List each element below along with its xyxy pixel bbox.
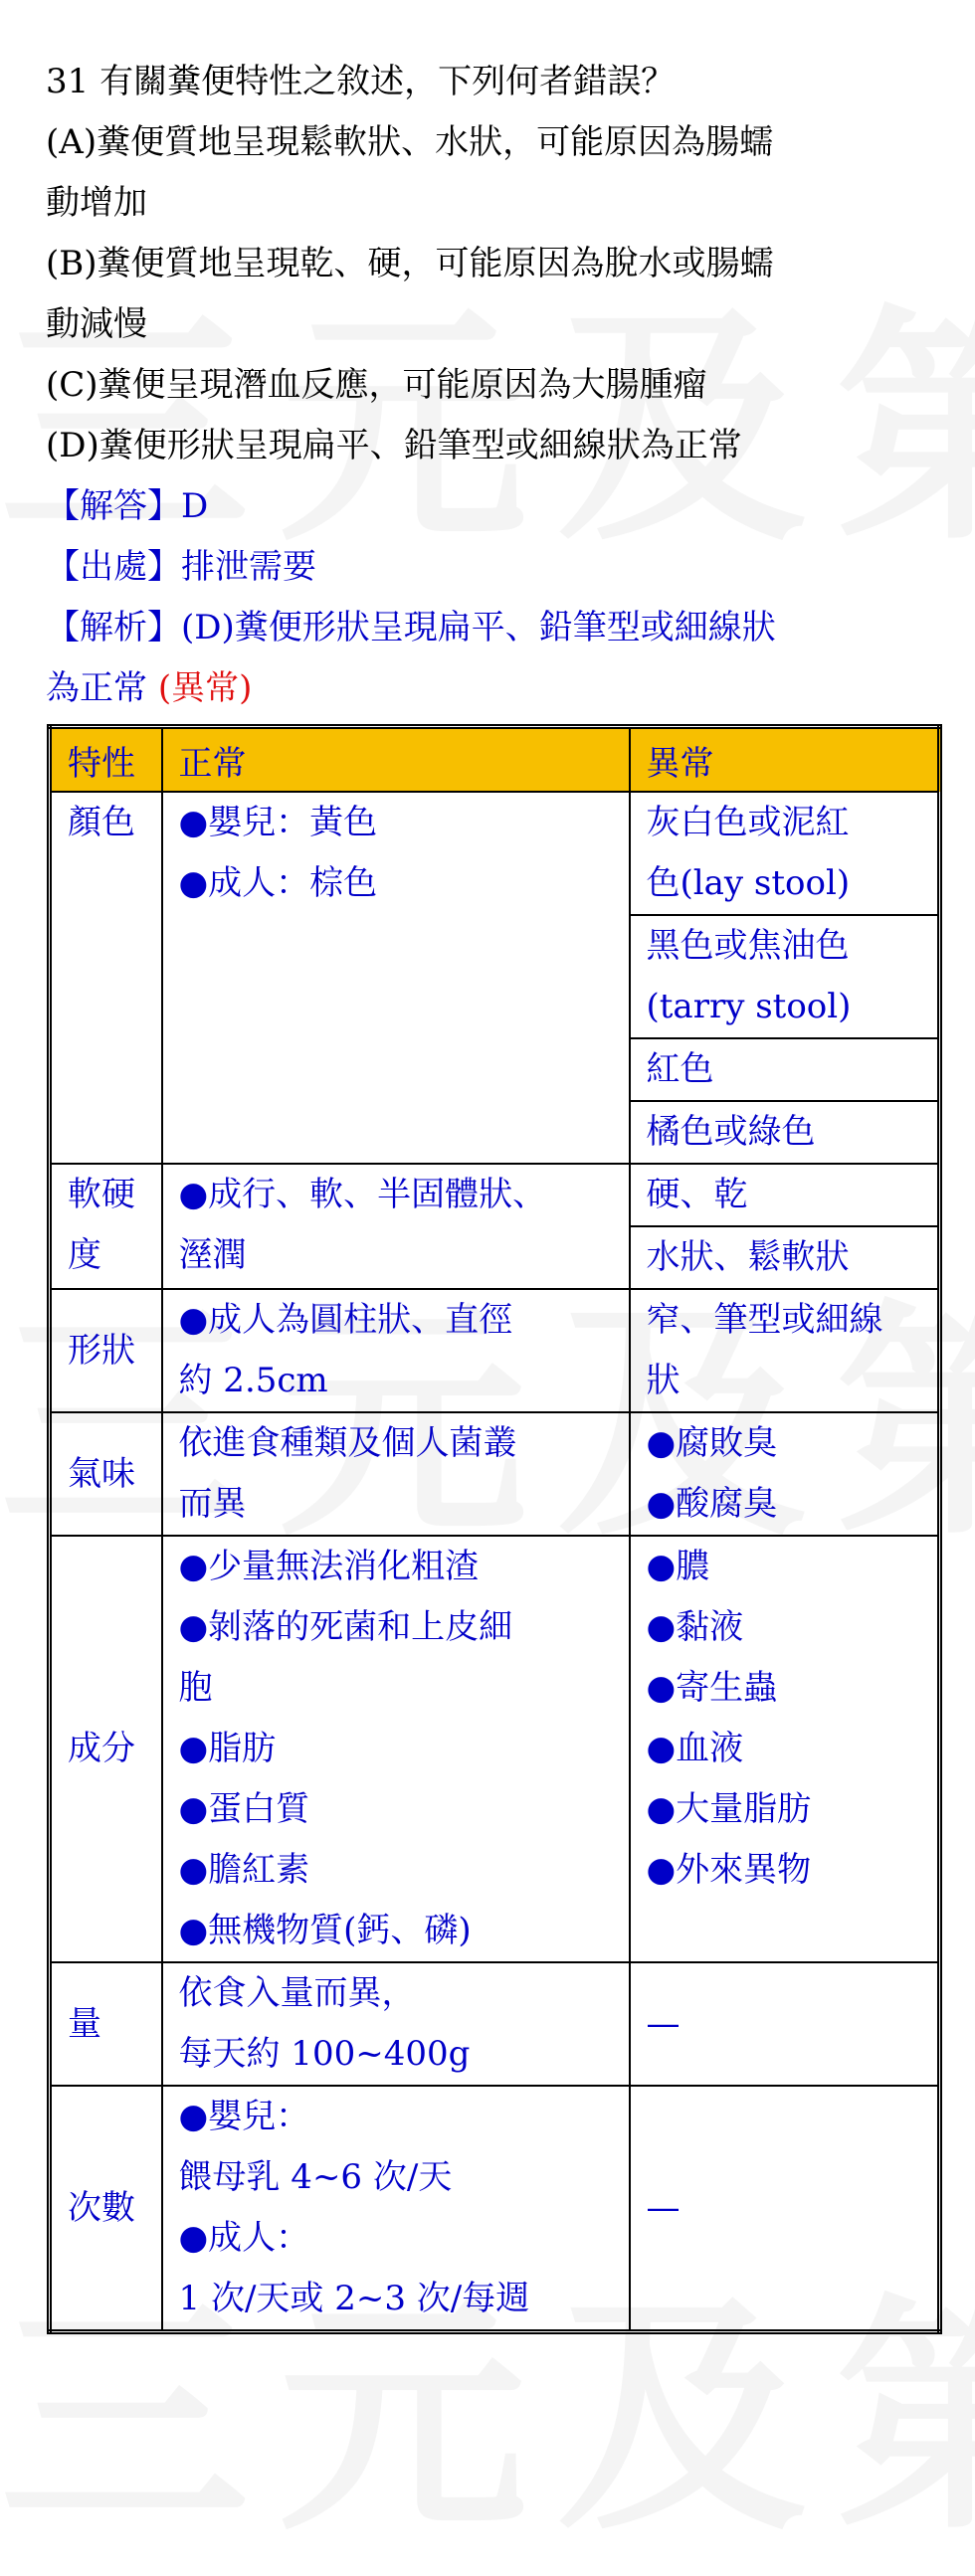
shape-normal: ●成人為圓柱狀、直徑 約 2.5cm — [162, 1289, 630, 1412]
row-label-amount: 量 — [50, 1962, 162, 2086]
header-characteristic: 特性 — [50, 727, 162, 793]
source-line: 【出處】排泄需要 — [46, 547, 316, 587]
question-section — [0, 0, 975, 719]
option-a: (A)糞便質地呈現鬆軟狀、水狀，可能原因為腸蠕 — [46, 122, 774, 162]
row-label-frequency: 次數 — [50, 2086, 162, 2332]
table-row — [50, 1164, 940, 1226]
table-row — [50, 792, 940, 915]
option-b-cont: 動減慢 — [46, 304, 147, 344]
header-normal: 正常 — [162, 727, 630, 793]
row-label-shape: 形狀 — [50, 1289, 162, 1412]
row-label-color: 顏色 — [50, 792, 162, 1164]
color-normal: ●嬰兒：黃色 ●成人：棕色 — [162, 792, 630, 1164]
answer-line: 【解答】D — [46, 486, 209, 526]
composition-normal: ●少量無法消化粗渣 ●剝落的死菌和上皮細 胞 ●脂肪 ●蛋白質 ●膽紅素 ●無機物質(鈣、磷) — [162, 1536, 630, 1962]
table-row — [50, 1289, 940, 1412]
option-a-cont: 動增加 — [46, 183, 147, 223]
table-row — [50, 1536, 940, 1962]
composition-abnormal: ●膿 ●黏液 ●寄生蟲 ●血液 ●大量脂肪 ●外來異物 — [630, 1536, 940, 1962]
frequency-abnormal: — — [630, 2086, 940, 2332]
analysis-correction: (異常) — [157, 668, 253, 708]
odor-abnormal: ●腐敗臭 ●酸腐臭 — [630, 1412, 940, 1536]
option-d: (D)糞便形狀呈現扁平、鉛筆型或細線狀為正常 — [46, 426, 742, 465]
hardness-abnormal-2: 水狀、鬆軟狀 — [630, 1226, 940, 1289]
option-b: (B)糞便質地呈現乾、硬，可能原因為脫水或腸蠕 — [46, 244, 774, 283]
hardness-normal: ●成行、軟、半固體狀、 溼潤 — [162, 1164, 630, 1289]
color-abnormal-4: 橘色或綠色 — [630, 1101, 940, 1164]
table-row — [50, 2086, 940, 2332]
color-abnormal-2: 黑色或焦油色 (tarry stool) — [630, 915, 940, 1038]
analysis-prefix: 為正常 — [46, 668, 158, 708]
question-stem: 31 有關糞便特性之敘述，下列何者錯誤？ — [46, 62, 676, 101]
stool-characteristics-table — [47, 724, 942, 2334]
color-abnormal-3: 紅色 — [630, 1038, 940, 1101]
table-row — [50, 1412, 940, 1536]
color-abnormal-1: 灰白色或泥紅 色(lay stool) — [630, 792, 940, 915]
table-row — [50, 1962, 940, 2086]
table-header-row — [50, 727, 940, 793]
analysis-line-cont — [46, 658, 935, 719]
row-label-odor: 氣味 — [50, 1412, 162, 1536]
analysis-line: 【解析】(D)糞便形狀呈現扁平、鉛筆型或細線狀 — [46, 608, 776, 647]
shape-abnormal: 窄、筆型或細線 狀 — [630, 1289, 940, 1412]
amount-normal: 依食入量而異， 每天約 100~400g — [162, 1962, 630, 2086]
header-abnormal: 異常 — [630, 727, 940, 793]
amount-abnormal: — — [630, 1962, 940, 2086]
hardness-abnormal-1: 硬、乾 — [630, 1164, 940, 1226]
row-label-hardness: 軟硬 度 — [50, 1164, 162, 1289]
row-label-composition: 成分 — [50, 1536, 162, 1962]
frequency-normal: ●嬰兒： 餵母乳 4~6 次/天 ●成人： 1 次/天或 2~3 次/每週 — [162, 2086, 630, 2332]
odor-normal: 依進食種類及個人菌叢 而異 — [162, 1412, 630, 1536]
option-c: (C)糞便呈現潛血反應，可能原因為大腸腫瘤 — [46, 365, 707, 405]
